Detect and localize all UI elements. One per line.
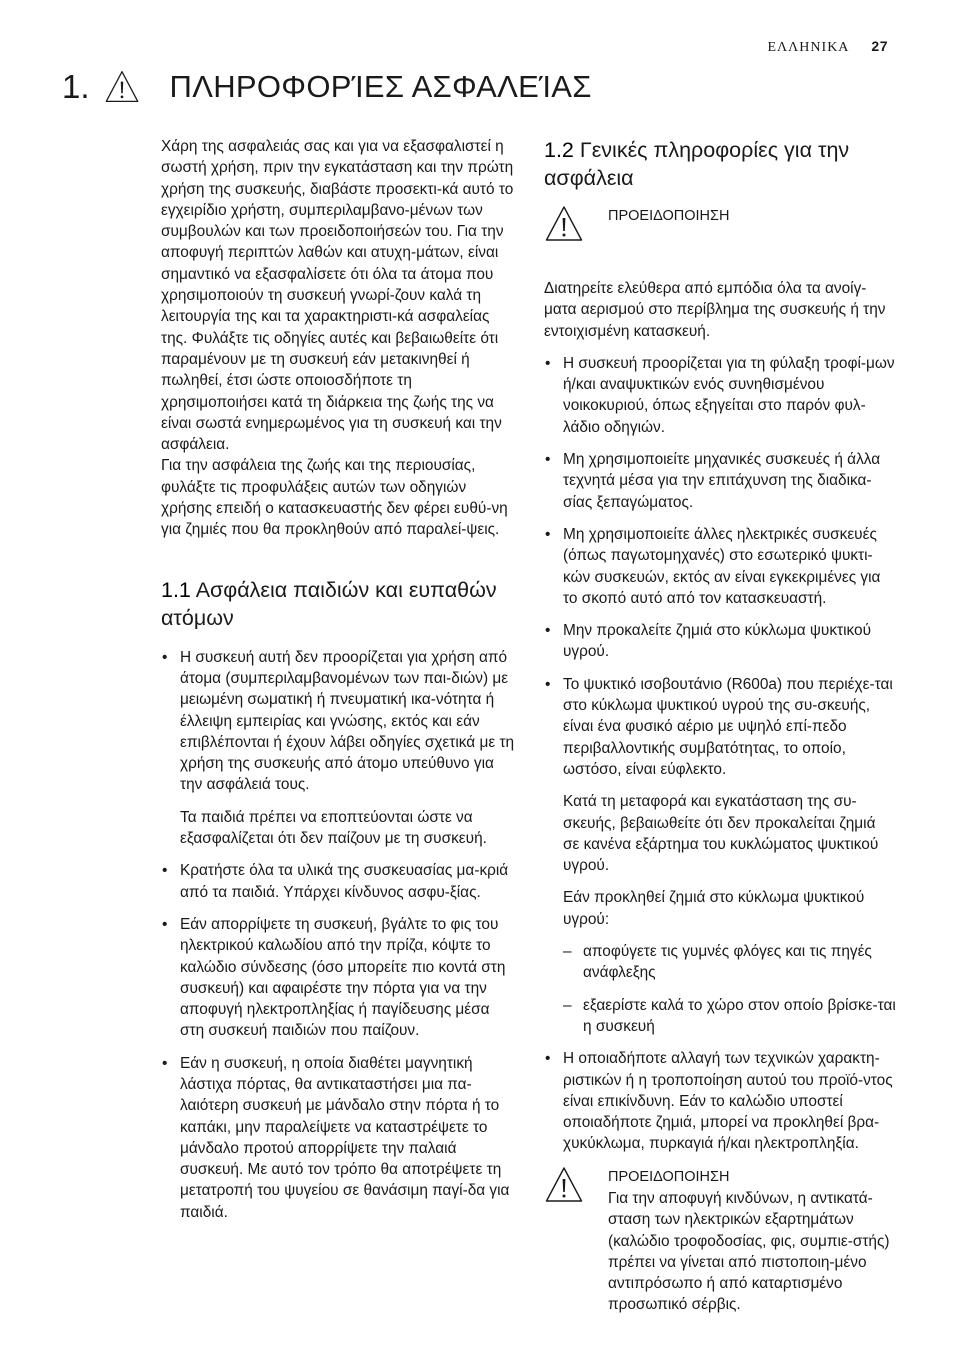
section-title: Γενικές πληροφορίες για την ασφάλεια [544, 138, 850, 190]
list-item [544, 620, 896, 663]
bullet-list [161, 647, 515, 1223]
dash-list [563, 941, 896, 1037]
warning-triangle-icon [544, 204, 584, 244]
intro-paragraph: Για την ασφάλεια της ζωής και της περιουσίας, φυλάξτε τις προφυλάξεις αυτών των οδηγιών χρήσης επειδή ο κατασκευαστής δεν φέρει ευθύ-νη για ζημιές που θα προκληθούν από παραλεί-ψεις. [161, 457, 508, 539]
list-item-extra: Τα παιδιά πρέπει να εποπτεύονται ώστε να εξασφαλίζεται ότι δεν παίζουν με τη συσκευή. [180, 808, 487, 848]
warning-label: ΠΡΟΕΙΔΟΠΟΙΗΣΗ [608, 208, 730, 224]
list-item-text: • Η οποιαδήποτε αλλαγή των τεχνικών χαρακτη-ριστικών ή η τροποποίηση αυτού του προϊό-ντος είναι επικίνδυνη. Εάν το καλώδιο υποστεί οποιαδήποτε ζημιά, μπορεί να προκληθεί βρα-χυκύκλωμα, πυρκαγιά ή/και ηλεκτροπληξία. [563, 1050, 893, 1153]
list-item [544, 674, 896, 1037]
list-item [544, 524, 896, 609]
list-item-text: • Μη χρησιμοποιείτε μηχανικές συσκευές ή άλλα τεχνητά μέσα για την επιτάχυνση της διαδικα-σίας ξεπαγώματος. [563, 451, 881, 511]
list-item [544, 1048, 896, 1154]
left-column [161, 136, 515, 1234]
intro-paragraph: Χάρη της ασφαλειάς σας και για να εξασφαλιστεί η σωστή χρήση, πριν την εγκατάσταση και την πρώτη χρήση της συσκευής, διαβάστε προσεκτι-κά αυτό το εγχειρίδιο χρήστη, συμπεριλαμβανο-μένων των συμβουλών και των προειδοποιήσεών του. Για την αποφυγή περιπτών λαθών και ατυχη-μάτων, είναι σημαντικό να εξασφαλίσετε ότι όλα τα άτομα που χρησιμοποιούν τη συσκευή γνωρί-ζουν καλά τη λειτουργία της και τα χαρακτηριστι-κά ασφαλείας της. Φυλάξτε τις οδηγίες αυτές και βεβαιωθείτε ότι παραμένουν με τη συσκευή εάν μετακινηθεί ή πωληθεί, έτσι ώστε οποιοσδήποτε τη χρησιμοποιήσει κατά τη διάρκεια της ζωής της να είναι σωστά ενημερωμένος για τη συσκευή και την ασφάλεια. [161, 138, 514, 454]
warning-label: ΠΡΟΕΙΔΟΠΟΙΗΣΗ [608, 1168, 730, 1185]
warning-triangle-icon [544, 1165, 584, 1205]
list-item [544, 353, 896, 438]
warning-box [544, 1167, 896, 1316]
list-item-extra: Εάν προκληθεί ζημιά στο κύκλωμα ψυκτικού υγρού: [563, 889, 865, 928]
list-item [161, 914, 515, 1042]
dash-item: – αποφύγετε τις γυμνές φλόγες και τις πηγές ανάφλεξης [563, 941, 896, 984]
page-number: 27 [871, 38, 888, 54]
warning-content [608, 206, 729, 227]
section-heading-1-2 [544, 136, 896, 192]
list-item-text: • Εάν απορρίψετε τη συσκευή, βγάλτε το φις του ηλεκτρικού καλωδίου από την πρίζα, κόψτε το καλώδιο σύνδεσης (όσο μπορείτε πιο κοντά στη συσκευή) και αφαιρέστε την πόρτα για να την αποφυγή ηλεκτροπληξίας ή παγίδευσης μέσα στη συσκευή παιδιών που παίζουν. [180, 915, 506, 1040]
list-item-text: • Μην προκαλείτε ζημιά στο κύκλωμα ψυκτικού υγρού. [563, 622, 871, 661]
list-item [161, 860, 515, 903]
section-heading-1-1 [161, 576, 515, 632]
section-number: 1.1 [161, 577, 191, 602]
list-item-extra: Κατά τη μεταφορά και εγκατάσταση της συ-σκευής, βεβαιωθείτε ότι δεν προκαλείται ζημιά σε κανένα εξάρτημα του κυκλώματος ψυκτικού υγρού. [563, 793, 879, 875]
chapter-title: ΠΛΗΡΟΦΟΡΊΕΣ ΑΣΦΑΛΕΊΑΣ [169, 69, 592, 104]
warning-content [608, 1167, 896, 1316]
section-number: 1.2 [544, 138, 574, 162]
list-item [161, 1053, 515, 1223]
list-item-text: • Κρατήστε όλα τα υλικά της συσκευασίας μα-κριά από τα παιδιά. Υπάρχει κίνδυνος ασφυ-ξίας. [180, 862, 509, 901]
list-item-text: • Μη χρησιμοποιείτε άλλες ηλεκτρικές συσκευές (όπως παγωτομηχανές) στο εσωτερικό ψυκτι-κών συσκευών, εκτός αν είναι εγκεκριμένες για το σκοπό αυτό από τον κατασκευαστή. [563, 525, 881, 607]
warning-triangle-icon [104, 69, 140, 105]
warning-text: Για την αποφυγή κινδύνων, η αντικατά-σταση των ηλεκτρικών εξαρτημάτων (καλώδιο τροφοδοσίας, φις, συμπιε-στής) πρέπει να γίνεται από πιστοποιη-μένο αντιπρόσωπο ή από καταρτισμένο προσωπικό σέρβις. [608, 1189, 890, 1314]
dash-item: – εξαερίστε καλά το χώρο στον οποίο βρίσκε-ται η συσκευή [563, 995, 896, 1038]
section-title: Ασφάλεια παιδιών και ευπαθών ατόμων [161, 577, 497, 630]
list-item-text: • Η συσκευή προορίζεται για τη φύλαξη τροφί-μων ή/και αναψυκτικών ενός συνηθισμένου νοικοκυριού, όπως εξηγείται στο παρόν φυλ-λάδιο οδηγιών. [563, 354, 895, 436]
list-item-text: • Η συσκευή αυτή δεν προορίζεται για χρήση από άτομα (συμπεριλαμβανομένων των παι-διών) με μειωμένη σωματική ή πνευματική ικα-νότητα ή έλλειψη εμπειρίας και γνώσης, εκτός και εάν επιβλέπονται ή έχουν λάβει οδηγίες σχετικά με τη χρήση της συσκευής από άτομο υπεύθυνο για την ασφάλειά τους. [180, 648, 515, 794]
chapter-number: 1. [62, 68, 90, 105]
list-item [544, 449, 896, 513]
warning-box [544, 206, 896, 244]
running-header [767, 38, 888, 56]
section-intro-paragraph: Διατηρείτε ελεύθερα από εμπόδια όλα τα ανοίγ-ματα αερισμού στο περίβλημα της συσκευής ή την εντοιχισμένη κατασκευή. [544, 280, 886, 340]
list-item-text: • Εάν η συσκευή, η οποία διαθέτει μαγνητική λάστιχα πόρτας, θα αντικαταστήσει μια πα-λαιότερη συσκευή με μάνδαλο στην πόρτα ή το καπάκι, μην παραλείψετε να καταστρέψετε το μάνδαλο προτού απορρίψετε την παλαιά συσκευή. Με αυτό τον τρόπο θα αποτρέψετε τη μετατροπή του ψυγείου σε θανάσιμη παγί-δα για παιδιά. [180, 1054, 510, 1221]
chapter-heading [62, 68, 592, 106]
bullet-list [544, 353, 896, 1155]
header-language: ΕΛΛΗΝΙΚΑ [767, 40, 850, 55]
right-column [544, 136, 896, 1316]
list-item-text: • Το ψυκτικό ισοβουτάνιο (R600a) που περιέχε-ται στο κύκλωμα ψυκτικού υγρού της συ-σκευής, είναι ένα φυσικό αέριο με υψηλό επί-πεδο περιβαλλοντικής συμβατότητας, το οποίο, ωστόσο, είναι εύφλεκτο. [563, 675, 893, 778]
list-item [161, 647, 515, 850]
